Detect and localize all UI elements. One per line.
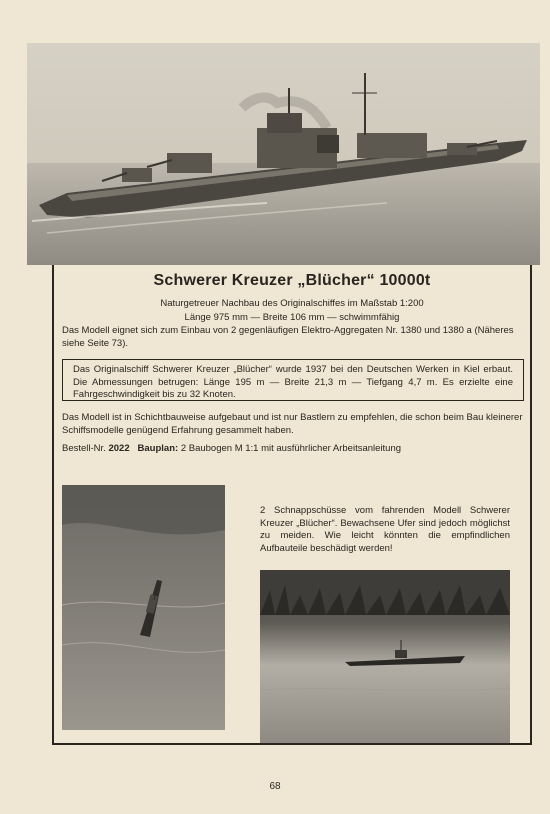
photo-model-left bbox=[62, 485, 225, 730]
plan-text: 2 Baubogen M 1:1 mit ausführlicher Arbeitsanleitung bbox=[180, 443, 402, 454]
order-number: 2022 bbox=[108, 443, 130, 454]
intro-paragraph: Das Modell eignet sich zum Einbau von 2 gegenläufigen Elektro-Aggregaten Nr. 1380 und 1380 a (Näheres siehe Seite 73). bbox=[62, 325, 514, 349]
plan-label: Bauplan: bbox=[137, 443, 179, 454]
page-title: Schwerer Kreuzer „Blücher“ 10000t bbox=[153, 272, 431, 289]
subtitle: Naturgetreuer Nachbau des Originalschiffes im Maßstab 1:200 bbox=[160, 298, 424, 309]
build-note: Das Modell ist in Schichtbauweise aufgebaut und ist nur Bastlern zu empfehlen, die schon beim Bau kleinerer Schiffsmodelle genügend Erfahrung gesammelt haben. bbox=[62, 412, 523, 436]
history-box: Das Originalschiff Schwerer Kreuzer „Blücher“ wurde 1937 bei den Deutschen Werken in Kiel erbaut. Die Abmessungen betrugen: Länge 195 m — Breite 21,3 m — Tiefgang 4,7 m. Es erzielte eine Fahrgeschwindigkeit bis zu 32 Knoten. bbox=[62, 359, 524, 401]
photo-caption: 2 Schnappschüsse vom fahrenden Modell Schwerer Kreuzer „Blücher“. Bewachsene Ufer sind jedoch möglichst zu meiden. Wie leicht könnten die empfindlichen Aufbauteile beschädigt werden! bbox=[260, 505, 510, 554]
photo-model-right bbox=[260, 570, 510, 743]
dimensions: Länge 975 mm — Breite 106 mm — schwimmfähig bbox=[184, 312, 400, 323]
page-number: 68 bbox=[269, 781, 281, 792]
hero-ship-illustration bbox=[27, 43, 540, 265]
order-line bbox=[62, 443, 530, 456]
order-prefix: Bestell-Nr. bbox=[62, 443, 106, 454]
